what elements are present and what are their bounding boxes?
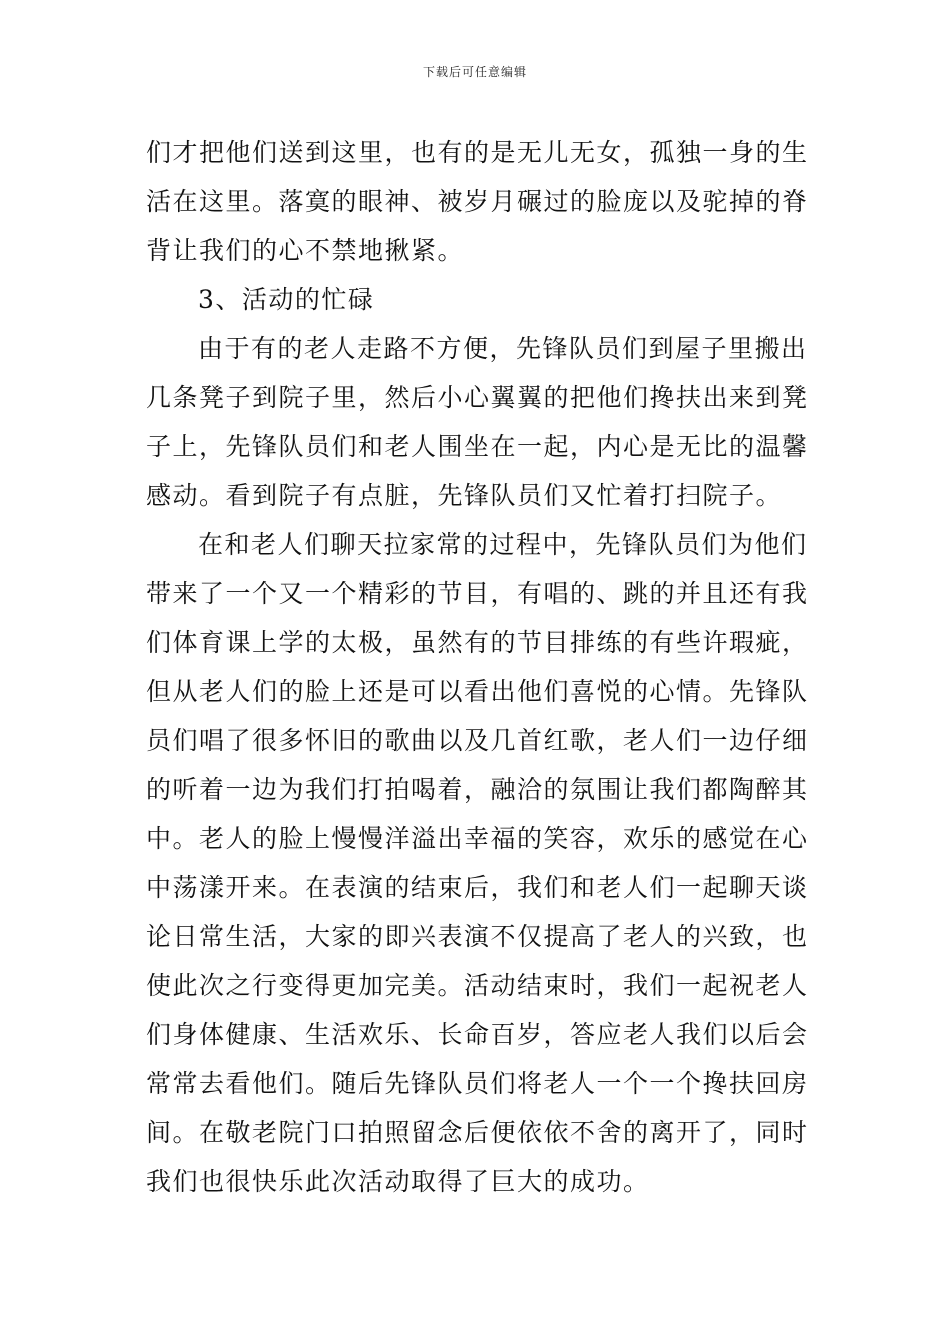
text-line: 间。在敬老院门口拍照留念后便依依不舍的离开了，同时 — [146, 1118, 809, 1147]
body-text — [146, 128, 808, 1206]
section-heading — [146, 275, 808, 324]
page-header: 下载后可任意编辑 — [422, 65, 527, 79]
text-line: 感动。看到院子有点脏，先锋队员们又忙着打扫院子。 — [146, 481, 783, 510]
text-line: 背让我们的心不禁地揪紧。 — [146, 236, 465, 265]
text-line: 们体育课上学的太极，虽然有的节目排练的有些许瑕疵， — [146, 628, 809, 657]
text-line: 由于有的老人走路不方便，先锋队员们到屋子里搬出 — [198, 334, 808, 363]
section-heading-text: 3、活动的忙碌 — [198, 285, 375, 314]
text-line: 员们唱了很多怀旧的歌曲以及几首红歌，老人们一边仔细 — [146, 726, 809, 755]
text-line: 中。老人的脸上慢慢洋溢出幸福的笑容，欢乐的感觉在心 — [146, 824, 809, 853]
text-line: 活在这里。落寞的眼神、被岁月碾过的脸庞以及驼掉的脊 — [146, 187, 809, 216]
text-line: 几条凳子到院子里，然后小心翼翼的把他们搀扶出来到凳 — [146, 383, 809, 412]
text-line: 但从老人们的脸上还是可以看出他们喜悦的心情。先锋队 — [146, 677, 809, 706]
text-line: 带来了一个又一个精彩的节目，有唱的、跳的并且还有我 — [146, 579, 809, 608]
text-line: 在和老人们聊天拉家常的过程中，先锋队员们为他们 — [198, 530, 808, 559]
paragraph-performances — [146, 520, 808, 1206]
text-line: 子上，先锋队员们和老人围坐在一起，内心是无比的温馨 — [146, 432, 809, 461]
text-line: 论日常生活，大家的即兴表演不仅提高了老人的兴致，也 — [146, 922, 809, 951]
paragraph-activity-setup — [146, 324, 808, 520]
text-line: 中荡漾开来。在表演的结束后，我们和老人们一起聊天谈 — [146, 873, 809, 902]
text-line: 使此次之行变得更加完美。活动结束时，我们一起祝老人 — [146, 971, 809, 1000]
text-line: 的听着一边为我们打拍喝着，融洽的氛围让我们都陶醉其 — [146, 775, 809, 804]
text-line: 们身体健康、生活欢乐、长命百岁，答应老人我们以后会 — [146, 1020, 809, 1049]
text-line: 常常去看他们。随后先锋队员们将老人一个一个搀扶回房 — [146, 1069, 809, 1098]
paragraph-continuation — [146, 128, 808, 275]
text-line: 们才把他们送到这里，也有的是无儿无女，孤独一身的生 — [146, 138, 809, 167]
text-line: 我们也很快乐此次活动取得了巨大的成功。 — [146, 1167, 650, 1196]
